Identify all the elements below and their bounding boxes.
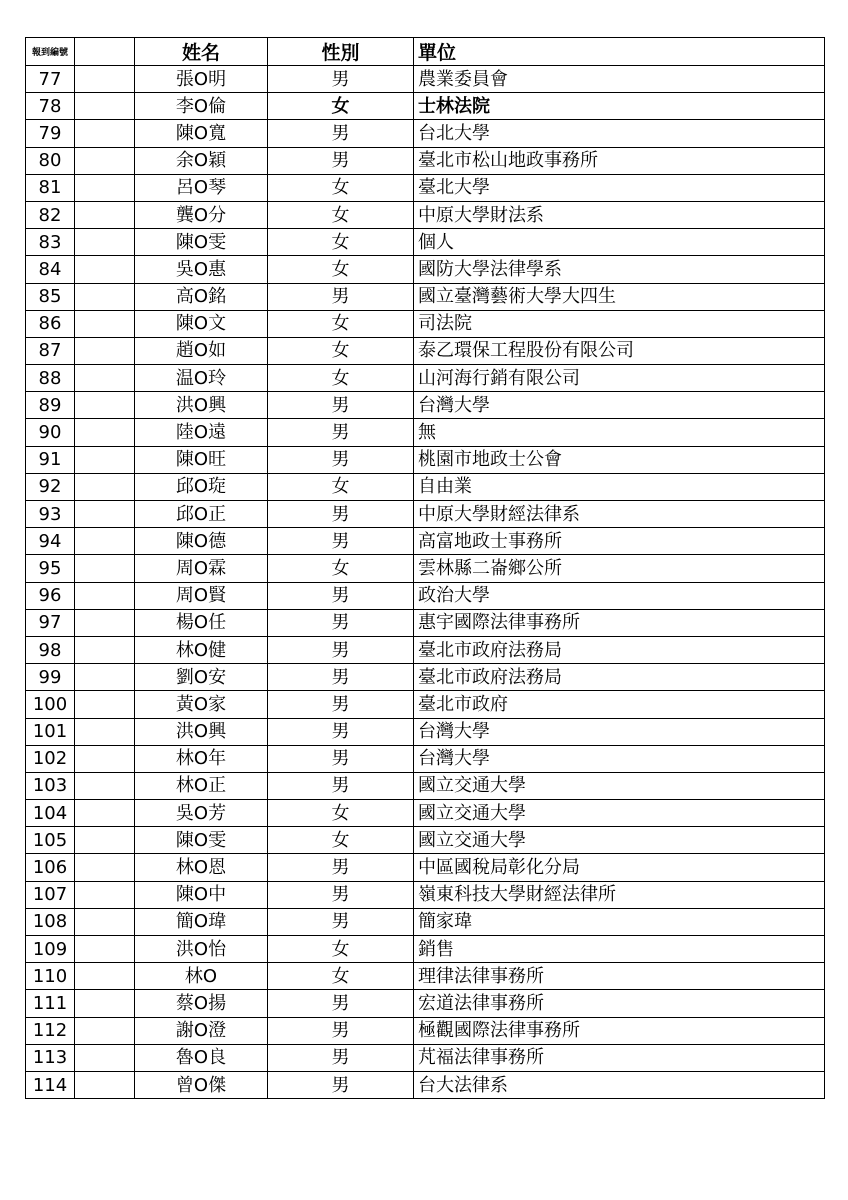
row-name: 林O [135,963,268,990]
row-unit: 台大法律系 [414,1071,825,1098]
row-number: 111 [26,990,75,1017]
row-blank-cell [75,990,135,1017]
table-row [26,800,825,827]
row-number: 79 [26,120,75,147]
table-row [26,854,825,881]
table-row [26,66,825,93]
row-unit: 極觀國際法律事務所 [414,1017,825,1044]
row-blank-cell [75,392,135,419]
row-gender: 男 [268,419,414,446]
row-number: 77 [26,66,75,93]
row-number: 112 [26,1017,75,1044]
row-blank-cell [75,936,135,963]
row-gender: 男 [268,528,414,555]
row-name: 高O銘 [135,283,268,310]
header-gender: 性別 [268,38,414,66]
row-number: 78 [26,93,75,120]
row-blank-cell [75,93,135,120]
row-unit: 國立交通大學 [414,827,825,854]
header-blank [75,38,135,66]
row-name: 林O健 [135,636,268,663]
row-number: 114 [26,1071,75,1098]
row-unit: 臺北市政府法務局 [414,664,825,691]
row-name: 曾O傑 [135,1071,268,1098]
row-blank-cell [75,609,135,636]
row-name: 謝O澄 [135,1017,268,1044]
row-name: 呂O琴 [135,174,268,201]
row-blank-cell [75,881,135,908]
row-name: 吳O芳 [135,800,268,827]
row-blank-cell [75,147,135,174]
row-unit: 泰乙環保工程股份有限公司 [414,337,825,364]
row-gender: 男 [268,908,414,935]
row-unit: 台灣大學 [414,392,825,419]
table-row [26,473,825,500]
row-gender: 女 [268,93,414,120]
table-row [26,745,825,772]
row-unit: 自由業 [414,473,825,500]
header-name: 姓名 [135,38,268,66]
row-gender: 男 [268,745,414,772]
row-number: 113 [26,1044,75,1071]
table-row [26,636,825,663]
row-gender: 男 [268,283,414,310]
row-unit: 中原大學財經法律系 [414,501,825,528]
row-gender: 男 [268,718,414,745]
row-gender: 男 [268,501,414,528]
row-unit: 國立交通大學 [414,772,825,799]
table-row [26,609,825,636]
row-unit: 政治大學 [414,582,825,609]
row-blank-cell [75,256,135,283]
row-name: 周O賢 [135,582,268,609]
row-name: 蔡O揚 [135,990,268,1017]
row-blank-cell [75,419,135,446]
row-blank-cell [75,718,135,745]
row-number: 100 [26,691,75,718]
row-number: 108 [26,908,75,935]
row-gender: 女 [268,365,414,392]
row-gender: 男 [268,772,414,799]
header-unit: 單位 [414,38,825,66]
row-number: 88 [26,365,75,392]
row-number: 90 [26,419,75,446]
row-blank-cell [75,555,135,582]
row-unit: 臺北市松山地政事務所 [414,147,825,174]
row-gender: 男 [268,582,414,609]
row-unit: 司法院 [414,310,825,337]
row-number: 95 [26,555,75,582]
row-number: 97 [26,609,75,636]
row-blank-cell [75,120,135,147]
row-gender: 男 [268,147,414,174]
row-number: 109 [26,936,75,963]
table-row [26,147,825,174]
row-number: 96 [26,582,75,609]
row-name: 温O玲 [135,365,268,392]
row-gender: 女 [268,337,414,364]
row-blank-cell [75,772,135,799]
row-blank-cell [75,800,135,827]
row-name: 洪O興 [135,392,268,419]
row-gender: 男 [268,881,414,908]
row-blank-cell [75,501,135,528]
row-name: 陸O遠 [135,419,268,446]
row-name: 劉O安 [135,664,268,691]
row-unit: 個人 [414,229,825,256]
row-gender: 女 [268,963,414,990]
row-gender: 女 [268,936,414,963]
header-row [26,38,825,66]
row-name: 陳O寬 [135,120,268,147]
row-number: 82 [26,201,75,228]
row-number: 94 [26,528,75,555]
table-row [26,419,825,446]
row-name: 邱O正 [135,501,268,528]
table-row [26,283,825,310]
table-row [26,555,825,582]
row-name: 邱O琁 [135,473,268,500]
row-unit: 臺北市政府法務局 [414,636,825,663]
table-row [26,174,825,201]
row-name: 魯O良 [135,1044,268,1071]
row-number: 106 [26,854,75,881]
row-name: 陳O雯 [135,229,268,256]
row-blank-cell [75,636,135,663]
row-name: 陳O雯 [135,827,268,854]
row-number: 101 [26,718,75,745]
table-row [26,827,825,854]
table-row [26,201,825,228]
table-row [26,310,825,337]
row-unit: 銷售 [414,936,825,963]
table-row [26,908,825,935]
row-name: 黃O家 [135,691,268,718]
row-unit: 雲林縣二崙鄉公所 [414,555,825,582]
row-unit: 宏道法律事務所 [414,990,825,1017]
row-unit: 台灣大學 [414,718,825,745]
row-gender: 男 [268,1071,414,1098]
table-row [26,120,825,147]
row-unit: 農業委員會 [414,66,825,93]
row-blank-cell [75,229,135,256]
table-row [26,1044,825,1071]
row-name: 周O霖 [135,555,268,582]
row-name: 簡O瑋 [135,908,268,935]
row-number: 91 [26,446,75,473]
row-blank-cell [75,365,135,392]
row-gender: 男 [268,691,414,718]
row-unit: 桃園市地政士公會 [414,446,825,473]
table-row [26,528,825,555]
row-gender: 男 [268,1044,414,1071]
row-number: 107 [26,881,75,908]
row-number: 81 [26,174,75,201]
row-name: 陳O中 [135,881,268,908]
row-gender: 女 [268,229,414,256]
row-name: 洪O怡 [135,936,268,963]
row-blank-cell [75,283,135,310]
row-gender: 男 [268,636,414,663]
attendee-table [25,37,825,1099]
row-blank-cell [75,908,135,935]
row-number: 87 [26,337,75,364]
row-name: 楊O任 [135,609,268,636]
row-blank-cell [75,691,135,718]
row-gender: 女 [268,256,414,283]
row-blank-cell [75,201,135,228]
row-blank-cell [75,854,135,881]
row-number: 93 [26,501,75,528]
table-row [26,963,825,990]
row-unit: 芃福法律事務所 [414,1044,825,1071]
row-blank-cell [75,827,135,854]
row-blank-cell [75,473,135,500]
row-number: 105 [26,827,75,854]
row-unit: 中原大學財法系 [414,201,825,228]
row-gender: 女 [268,555,414,582]
row-name: 李O倫 [135,93,268,120]
table-row [26,1017,825,1044]
table-row [26,718,825,745]
row-gender: 男 [268,392,414,419]
row-number: 89 [26,392,75,419]
table-row [26,501,825,528]
row-unit: 嶺東科技大學財經法律所 [414,881,825,908]
table-row [26,256,825,283]
table-row [26,990,825,1017]
row-unit: 無 [414,419,825,446]
row-number: 102 [26,745,75,772]
row-gender: 女 [268,800,414,827]
row-number: 85 [26,283,75,310]
row-gender: 男 [268,66,414,93]
row-unit: 臺北大學 [414,174,825,201]
row-name: 余O穎 [135,147,268,174]
row-unit: 台北大學 [414,120,825,147]
row-unit: 國立交通大學 [414,800,825,827]
table-row [26,1071,825,1098]
row-gender: 女 [268,827,414,854]
row-number: 110 [26,963,75,990]
row-gender: 女 [268,473,414,500]
table-row [26,691,825,718]
row-name: 林O年 [135,745,268,772]
row-blank-cell [75,582,135,609]
row-name: 林O恩 [135,854,268,881]
row-unit: 簡家瑋 [414,908,825,935]
row-unit: 中區國稅局彰化分局 [414,854,825,881]
row-gender: 女 [268,201,414,228]
row-name: 陳O德 [135,528,268,555]
row-blank-cell [75,174,135,201]
table-row [26,337,825,364]
row-number: 84 [26,256,75,283]
row-name: 洪O興 [135,718,268,745]
row-blank-cell [75,1017,135,1044]
row-number: 98 [26,636,75,663]
row-blank-cell [75,664,135,691]
table-row [26,446,825,473]
table-row [26,392,825,419]
row-unit: 士林法院 [414,93,825,120]
row-blank-cell [75,337,135,364]
row-gender: 女 [268,310,414,337]
row-name: 林O正 [135,772,268,799]
row-number: 86 [26,310,75,337]
row-name: 陳O旺 [135,446,268,473]
row-unit: 國防大學法律學系 [414,256,825,283]
row-blank-cell [75,1071,135,1098]
row-unit: 山河海行銷有限公司 [414,365,825,392]
row-gender: 男 [268,446,414,473]
row-blank-cell [75,66,135,93]
row-gender: 男 [268,664,414,691]
row-gender: 男 [268,120,414,147]
row-gender: 男 [268,990,414,1017]
row-name: 陳O文 [135,310,268,337]
row-number: 99 [26,664,75,691]
row-blank-cell [75,745,135,772]
row-name: 張O明 [135,66,268,93]
table-row [26,772,825,799]
table-row [26,365,825,392]
row-unit: 台灣大學 [414,745,825,772]
row-gender: 男 [268,1017,414,1044]
row-blank-cell [75,963,135,990]
row-name: 龔O分 [135,201,268,228]
row-unit: 理律法律事務所 [414,963,825,990]
row-gender: 女 [268,174,414,201]
row-name: 趙O如 [135,337,268,364]
row-blank-cell [75,1044,135,1071]
row-blank-cell [75,446,135,473]
row-blank-cell [75,528,135,555]
row-unit: 臺北市政府 [414,691,825,718]
header-checkin-no: 報到編號 [26,38,75,66]
row-name: 吳O惠 [135,256,268,283]
row-number: 83 [26,229,75,256]
row-number: 80 [26,147,75,174]
table-row [26,664,825,691]
row-unit: 高富地政士事務所 [414,528,825,555]
row-unit: 國立臺灣藝術大學大四生 [414,283,825,310]
row-unit: 惠宇國際法律事務所 [414,609,825,636]
table-row [26,881,825,908]
row-number: 92 [26,473,75,500]
table-row [26,229,825,256]
table-body [26,66,825,1099]
table-row [26,936,825,963]
row-number: 103 [26,772,75,799]
row-number: 104 [26,800,75,827]
row-gender: 男 [268,854,414,881]
table-row [26,93,825,120]
row-blank-cell [75,310,135,337]
table-row [26,582,825,609]
row-gender: 男 [268,609,414,636]
